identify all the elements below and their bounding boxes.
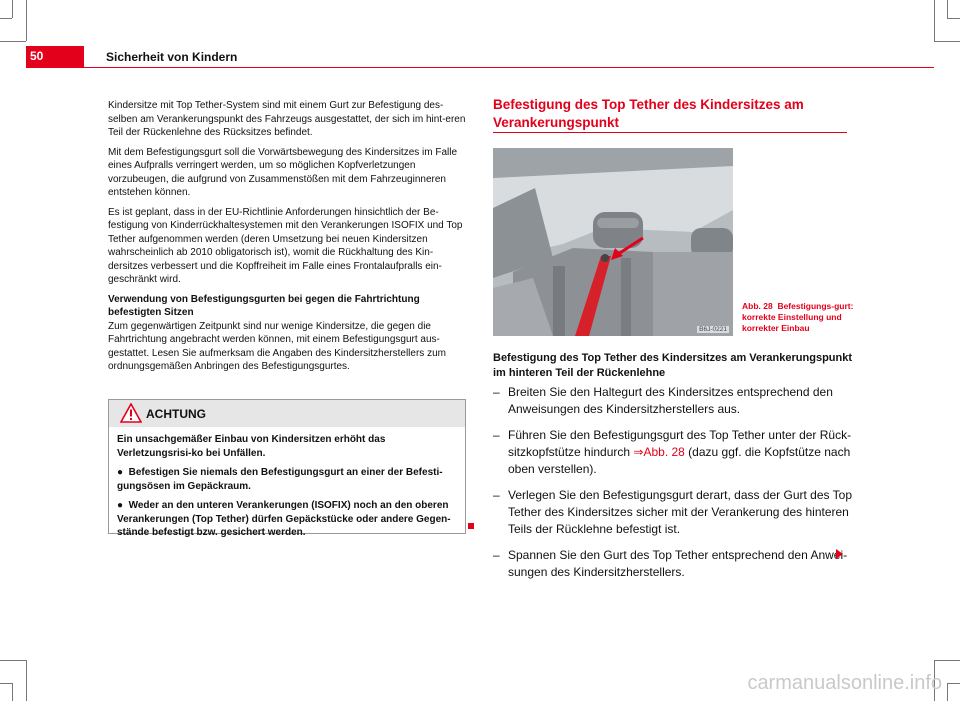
watermark: carmanualsonline.info bbox=[747, 672, 942, 694]
crop-mark bbox=[12, 683, 13, 701]
warning-body bbox=[109, 427, 465, 540]
end-marker-icon bbox=[468, 523, 474, 529]
crop-mark bbox=[934, 41, 960, 42]
list-item: – Verlegen Sie den Befestigungsgurt derart, dass der Gurt des Top Tether des Kindersitzes sicher mit der Verankerung des hinteren Teils der Rücklehne befestigt ist. bbox=[493, 488, 852, 536]
crop-mark bbox=[12, 0, 13, 18]
header-rule bbox=[84, 67, 934, 68]
crop-mark bbox=[934, 0, 935, 41]
crop-mark bbox=[934, 660, 960, 661]
figure-top-tether bbox=[493, 148, 733, 336]
crop-mark bbox=[0, 683, 12, 684]
page-number: 50 bbox=[30, 49, 44, 63]
left-subheading: Verwendung von Befestigungsgurten bei gegen die Fahrtrichtung befestigten Sitzen bbox=[108, 293, 420, 318]
crop-mark bbox=[26, 660, 27, 701]
crop-mark bbox=[947, 683, 960, 684]
list-item: – Breiten Sie den Haltegurt des Kindersitzes entsprechend den Anweisungen des Kindersitzherstellers aus. bbox=[493, 385, 833, 416]
list-item: – Führen Sie den Befestigungsgurt des Top Tether unter der Rück-sitzkopfstütze hindurch ⇒Abb. 28 (dazu ggf. die Kopfstütze nach oben verstellen). bbox=[493, 428, 852, 476]
warning-box bbox=[108, 399, 466, 538]
step-list bbox=[493, 384, 853, 590]
continue-arrow-icon bbox=[836, 549, 843, 559]
crop-mark bbox=[0, 18, 12, 19]
title-rule bbox=[493, 132, 847, 133]
paragraph: Es ist geplant, dass in der EU-Richtlinie Anforderungen hinsichtlich der Be-festigung von Kinderrückhaltesystemen mit den Verankerungen ISOFIX und Top Tether aufgenommen werden (deren Umsetzung bei neuen Kindersitzen wahrscheinlich ab 2010 obligatorisch ist), womit die Rückhaltung des Kin-dersitzes verbessert und die Kopffreiheit im Falle eines Frontalaufpralls ein-geschränkt wird. bbox=[108, 206, 463, 285]
figure-code: B6J-0221 bbox=[699, 326, 727, 333]
right-section-title: Befestigung des Top Tether des Kindersitzes am Verankerungspunkt bbox=[493, 97, 804, 130]
bullet-icon: ● bbox=[117, 500, 129, 511]
left-column bbox=[108, 99, 466, 380]
figure-caption-text: Befestigungs-gurt: korrekte Einstellung und korrekter Einbau bbox=[742, 301, 854, 333]
warning-triangle-icon bbox=[120, 403, 142, 427]
paragraph: Zum gegenwärtigen Zeitpunkt sind nur wenige Kindersitze, die gegen die Fahrtrichtung angebracht werden können, mit einem Befestigungsgurt aus-gestattet. Lesen Sie aufmerksam die Angaben des Kindersitzherstellers zum ordnungsgemäßen Anbringen des Befestigungsgurtes. bbox=[108, 320, 446, 372]
bullet-icon: ● bbox=[117, 467, 129, 478]
warning-header bbox=[109, 400, 465, 427]
crop-mark bbox=[0, 41, 26, 42]
warning-bullet: ● Weder an den unteren Verankerungen (ISOFIX) noch an den oberen Verankerungen (Top Tether) dürfen Gepäckstücke oder andere Gegen-stände befestigt bzw. gesichert werden. bbox=[117, 500, 451, 538]
figure-caption bbox=[742, 301, 854, 334]
figure-reference-link[interactable]: ⇒Abb. 28 bbox=[633, 445, 685, 459]
warning-bullet: ● Befestigen Sie niemals den Befestigungsgurt an einer der Befesti-gungsösen im Gepäckraum. bbox=[117, 467, 443, 492]
paragraph: Kindersitze mit Top Tether-System sind mit einem Gurt zur Befestigung des-selben am Verankerungspunkt des Fahrzeugs ausgestattet, der sich im hint-eren Teil der Rückenlehne des Rücksitzes befindet. bbox=[108, 100, 466, 138]
figure-caption-label: Abb. 28 bbox=[742, 301, 773, 311]
paragraph: Mit dem Befestigungsgurt soll die Vorwärtsbewegung des Kindersitzes im Falle eines Aufpralls verringert werden, um so möglichen Kopfverletzungen vorzubeugen, die aufgrund von Zusammenstößen mit dem Fahrzeuginneren entstehen können. bbox=[108, 146, 458, 198]
warning-title: ACHTUNG bbox=[146, 407, 206, 421]
crop-mark bbox=[947, 0, 948, 18]
section-title: Sicherheit von Kindern bbox=[106, 50, 238, 64]
crop-mark bbox=[0, 660, 26, 661]
warning-intro: Ein unsachgemäßer Einbau von Kindersitzen erhöht das Verletzungsrisi-ko bei Unfällen. bbox=[117, 434, 386, 459]
right-subheading: Befestigung des Top Tether des Kindersitzes am Verankerungspunkt im hinteren Teil der Rückenlehne bbox=[493, 352, 853, 379]
crop-mark bbox=[947, 18, 960, 19]
crop-mark bbox=[947, 683, 948, 701]
crop-mark bbox=[26, 0, 27, 41]
list-item: – Spannen Sie den Gurt des Top Tether entsprechend den Anwei-sungen des Kindersitzherstellers. bbox=[493, 548, 848, 579]
